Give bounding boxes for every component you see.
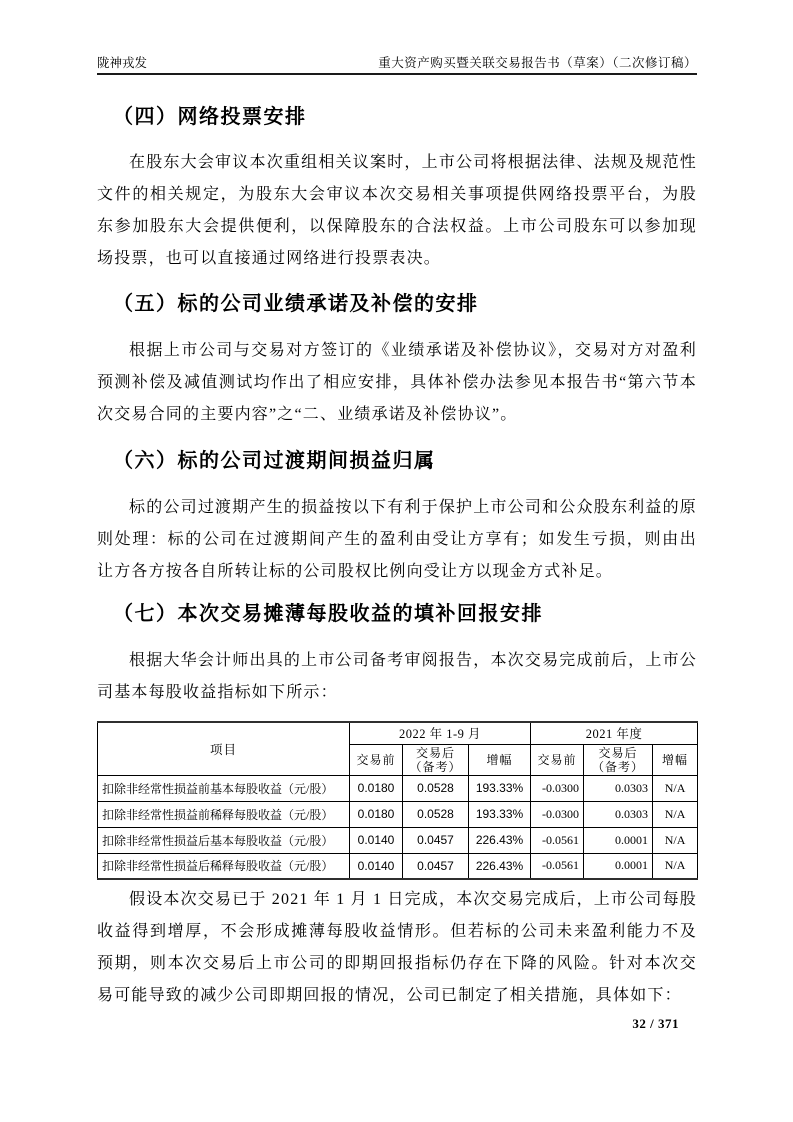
subheader-post-line2: （备考） — [409, 759, 462, 774]
page-number: 32 / 371 — [632, 1016, 679, 1031]
cell-pre-2021: -0.0561 — [531, 853, 584, 879]
header-document-title: 重大资产购买暨关联交易报告书（草案）（二次修订稿） — [378, 56, 697, 70]
table-subheader-change-2021: 增幅 — [653, 744, 698, 775]
cell-post-2021: 0.0303 — [584, 801, 653, 827]
cell-pre-2022: 0.0140 — [350, 827, 403, 853]
subheader-post-line1: 交易后 — [415, 745, 455, 760]
row-label: 扣除非经常性损益后基本每股收益（元/股） — [98, 827, 350, 853]
cell-change-2022: 226.43% — [469, 827, 531, 853]
cell-post-2022: 0.0457 — [403, 827, 469, 853]
cell-pre-2022: 0.0140 — [350, 853, 403, 879]
cell-post-2021: 0.0303 — [584, 775, 653, 801]
section-heading-4: （四）网络投票安排 — [113, 106, 307, 128]
table-row — [98, 853, 698, 879]
table-subheader-pre-2021: 交易前 — [531, 744, 584, 775]
cell-change-2022: 226.43% — [469, 853, 531, 879]
table-row — [98, 827, 698, 853]
cell-pre-2022: 0.0180 — [350, 801, 403, 827]
section-paragraph-7: 根据大华会计师出具的上市公司备考审阅报告，本次交易完成前后，上市公司基本每股收益指标如下所示： — [97, 652, 697, 701]
cell-pre-2022: 0.0180 — [350, 775, 403, 801]
row-label: 扣除非经常性损益前基本每股收益（元/股） — [98, 775, 350, 801]
cell-post-2021: 0.0001 — [584, 853, 653, 879]
table-subheader-post-2022 — [403, 744, 469, 775]
subheader-post-line1: 交易后 — [598, 745, 638, 760]
cell-pre-2021: -0.0300 — [531, 801, 584, 827]
table-subheader-post-2021 — [584, 744, 653, 775]
table-subheader-pre-2022: 交易前 — [350, 744, 403, 775]
table-group-2022: 2022 年 1-9 月 — [350, 722, 531, 744]
header-company-name: 陇神戎发 — [97, 56, 148, 70]
section-heading-7: （七）本次交易摊薄每股收益的填补回报安排 — [113, 603, 543, 625]
cell-change-2022: 193.33% — [469, 775, 531, 801]
cell-post-2022: 0.0457 — [403, 853, 469, 879]
table-header-item: 项目 — [98, 722, 350, 775]
section-heading-6: （六）标的公司过渡期间损益归属 — [113, 450, 436, 472]
cell-change-2021: N/A — [653, 827, 698, 853]
cell-change-2021: N/A — [653, 853, 698, 879]
section-paragraph-4: 在股东大会审议本次重组相关议案时，上市公司将根据法律、法规及规范性文件的相关规定，为股东大会审议本次交易相关事项提供网络投票平台，为股东参加股东大会提供便利，以保障股东的合法权益。上市公司股东可以参加现场投票，也可以直接通过网络进行投票表决。 — [97, 154, 697, 267]
eps-table — [97, 721, 698, 880]
cell-change-2021: N/A — [653, 775, 698, 801]
cell-pre-2021: -0.0300 — [531, 775, 584, 801]
table-group-2021: 2021 年度 — [531, 722, 698, 744]
cell-post-2022: 0.0528 — [403, 775, 469, 801]
table-row — [98, 775, 698, 801]
cell-post-2021: 0.0001 — [584, 827, 653, 853]
row-label: 扣除非经常性损益前稀释每股收益（元/股） — [98, 801, 350, 827]
table-subheader-change-2022: 增幅 — [469, 744, 531, 775]
cell-change-2022: 193.33% — [469, 801, 531, 827]
row-label: 扣除非经常性损益后稀释每股收益（元/股） — [98, 853, 350, 879]
cell-post-2022: 0.0528 — [403, 801, 469, 827]
section-paragraph-5: 根据上市公司与交易对方签订的《业绩承诺及补偿协议》，交易对方对盈利预测补偿及减值测试均作出了相应安排，具体补偿办法参见本报告书“第六节本次交易合同的主要内容”之“二、业绩承诺及补偿协议”。 — [97, 342, 697, 423]
section-heading-5: （五）标的公司业绩承诺及补偿的安排 — [113, 293, 479, 315]
cell-pre-2021: -0.0561 — [531, 827, 584, 853]
closing-paragraph: 假设本次交易已于 2021 年 1 月 1 日完成，本次交易完成后，上市公司每股收益得到增厚，不会形成摊薄每股收益情形。但若标的公司未来盈利能力不及预期，则本次交易后上市公司的即期回报指标仍存在下降的风险。针对本次交易可能导致的减少公司即期回报的情况，公司已制定了相关措施，具体如下： — [97, 891, 698, 1004]
table-row — [98, 801, 698, 827]
cell-change-2021: N/A — [653, 801, 698, 827]
subheader-post-line2: （备考） — [592, 759, 645, 774]
section-paragraph-6: 标的公司过渡期产生的损益按以下有利于保护上市公司和公众股东利益的原则处理：标的公司在过渡期间产生的盈利由受让方享有；如发生亏损，则由出让方各方按各自所转让标的公司股权比例向受让方以现金方式补足。 — [97, 499, 697, 580]
running-header — [97, 55, 697, 75]
